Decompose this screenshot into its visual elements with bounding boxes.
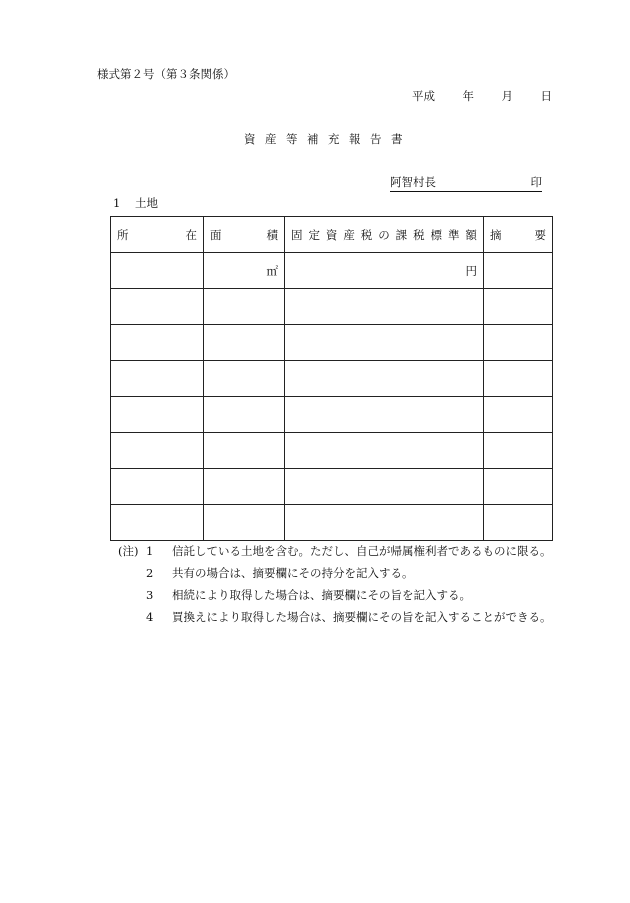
date-day: 日 — [540, 89, 552, 103]
cell-remarks[interactable] — [484, 253, 553, 289]
note-text: 共有の場合は、摘要欄にその持分を記入する。 — [172, 566, 414, 580]
notes-label: (注) — [118, 544, 139, 558]
section-label: 土地 — [135, 196, 158, 210]
header-char: 要 — [534, 227, 546, 242]
header-char: 額 — [465, 227, 477, 242]
cell-tax-base[interactable] — [285, 397, 484, 433]
note-item — [118, 540, 552, 562]
cell-remarks[interactable] — [484, 505, 553, 541]
header-char: 固 — [291, 227, 303, 242]
note-text: 買換えにより取得した場合は、摘要欄にその旨を記入することができる。 — [172, 610, 552, 624]
header-char: 産 — [343, 227, 355, 242]
date-era: 平成 — [412, 89, 435, 103]
header-location — [111, 217, 204, 253]
cell-area[interactable] — [204, 469, 285, 505]
cell-location[interactable] — [111, 325, 204, 361]
cell-location[interactable] — [111, 289, 204, 325]
table-row — [111, 289, 553, 325]
cell-area[interactable] — [204, 289, 285, 325]
cell-tax-base[interactable] — [285, 325, 484, 361]
cell-location[interactable] — [111, 397, 204, 433]
table-row — [111, 361, 553, 397]
cell-location[interactable] — [111, 469, 204, 505]
cell-remarks[interactable] — [484, 361, 553, 397]
table-row — [111, 397, 553, 433]
section-heading — [113, 195, 158, 211]
date-month: 月 — [501, 89, 513, 103]
note-item — [118, 606, 552, 628]
cell-area[interactable] — [204, 433, 285, 469]
header-char: 在 — [185, 227, 197, 242]
table-row — [111, 325, 553, 361]
cell-area[interactable] — [204, 361, 285, 397]
cell-tax-base[interactable] — [285, 469, 484, 505]
cell-location[interactable] — [111, 253, 204, 289]
cell-remarks[interactable] — [484, 469, 553, 505]
header-tax-base — [285, 217, 484, 253]
header-char: 資 — [325, 227, 338, 242]
header-remarks — [484, 217, 553, 253]
note-number: 3 — [146, 588, 154, 602]
header-area — [204, 217, 285, 253]
table-row — [111, 505, 553, 541]
addressee-line — [390, 174, 542, 192]
cell-tax-base[interactable] — [285, 289, 484, 325]
table-row — [111, 253, 553, 289]
table-row — [111, 433, 553, 469]
cell-remarks[interactable] — [484, 289, 553, 325]
cell-location[interactable] — [111, 433, 204, 469]
note-number: 1 — [146, 544, 154, 558]
cell-tax-base[interactable] — [285, 433, 484, 469]
seal-mark: 印 — [530, 175, 542, 189]
document-title: 資産等補充報告書 — [244, 132, 412, 146]
header-char: 税 — [413, 227, 425, 242]
header-char: 準 — [447, 227, 460, 242]
header-char: 税 — [360, 227, 373, 242]
header-char: 標 — [430, 227, 442, 242]
note-item — [118, 562, 552, 584]
cell-location[interactable] — [111, 361, 204, 397]
unit-square-meter: ㎡ — [266, 263, 278, 278]
header-char: 面 — [210, 227, 222, 242]
section-number: 1 — [113, 196, 121, 210]
cell-tax-base[interactable] — [285, 253, 484, 289]
cell-remarks[interactable] — [484, 433, 553, 469]
header-char: 所 — [117, 227, 129, 242]
cell-tax-base[interactable] — [285, 505, 484, 541]
header-char: の — [378, 227, 390, 242]
date-year: 年 — [462, 89, 474, 103]
table-row — [111, 469, 553, 505]
cell-location[interactable] — [111, 505, 204, 541]
note-item — [118, 584, 552, 606]
cell-area[interactable] — [204, 253, 285, 289]
cell-area[interactable] — [204, 505, 285, 541]
cell-remarks[interactable] — [484, 325, 553, 361]
addressee-name: 阿智村長 — [390, 175, 436, 189]
unit-yen: 円 — [465, 263, 477, 278]
table-header-row — [111, 217, 553, 253]
cell-area[interactable] — [204, 397, 285, 433]
header-char: 課 — [395, 227, 408, 242]
note-number: 4 — [146, 610, 154, 624]
land-table — [110, 216, 553, 541]
cell-remarks[interactable] — [484, 397, 553, 433]
date-line — [412, 88, 552, 104]
header-char: 摘 — [490, 227, 502, 242]
cell-area[interactable] — [204, 325, 285, 361]
cell-tax-base[interactable] — [285, 361, 484, 397]
note-number: 2 — [146, 566, 154, 580]
note-text: 相続により取得した場合は、摘要欄にその旨を記入する。 — [172, 588, 471, 602]
notes — [118, 540, 552, 628]
header-char: 定 — [308, 227, 320, 242]
note-text: 信託している土地を含む。ただし、自己が帰属権利者であるものに限る。 — [172, 544, 552, 558]
form-number: 様式第２号（第３条関係） — [97, 67, 235, 81]
header-char: 積 — [266, 227, 278, 242]
